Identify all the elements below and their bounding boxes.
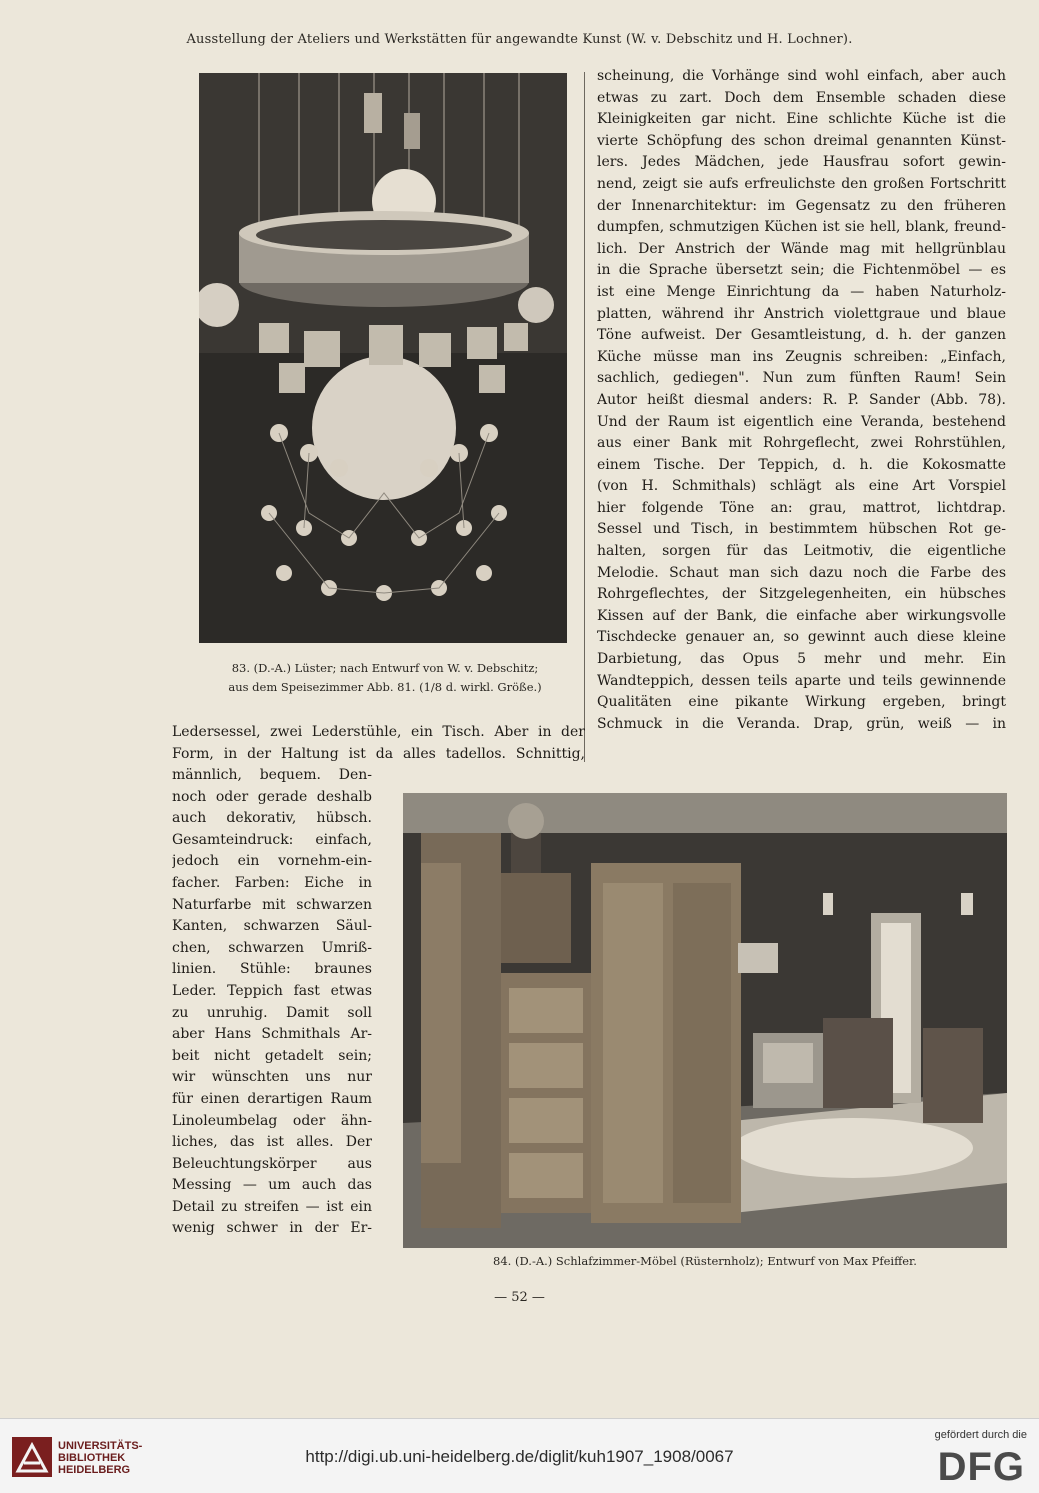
text-line: platten, während ihr Anstrich violettgraue und blaue xyxy=(597,305,1006,322)
text-line: aus einer Bank mit Rohrgeflecht, zwei Rohrstühlen, xyxy=(597,435,1006,452)
text-line: Ledersessel, zwei Lederstühle, ein Tisch. Aber in der xyxy=(172,724,585,740)
left-text-narrow xyxy=(172,765,372,1240)
text-line: lich. Der Anstrich der Wände mag mit hellgrünblau xyxy=(597,240,1006,257)
right-text-column xyxy=(597,66,1006,735)
text-line: liches, das ist alles. Der xyxy=(172,1134,372,1151)
text-line: für einen derartigen Raum xyxy=(172,1090,372,1107)
text-line: vierte Schöpfung des schon dreimal genannten Künst- xyxy=(597,132,1006,149)
caption-line: 84. (D.-A.) Schlafzimmer-Möbel (Rüsternholz); Entwurf von Max Pfeiffer. xyxy=(493,1254,917,1268)
text-line: Kissen auf der Bank, die einfache aber wirkungsvolle xyxy=(597,607,1006,624)
dfg-logo[interactable]: DFG xyxy=(937,1445,1025,1489)
figure-83-caption xyxy=(185,659,585,697)
text-line: (von H. Schmithals) schlägt als eine Art Vorspiel xyxy=(597,478,1006,495)
library-name-line: HEIDELBERG xyxy=(58,1464,131,1476)
figure-84-caption xyxy=(403,1252,1007,1271)
chandelier-photo xyxy=(199,73,567,643)
text-line: auch dekorativ, hübsch. xyxy=(172,810,372,827)
funding-note: gefördert durch die xyxy=(934,1429,1027,1441)
text-line: Leder. Teppich fast etwas xyxy=(172,982,372,999)
text-line: Form, in der Haltung ist da alles tadellos. Schnittig, xyxy=(172,745,585,762)
text-line: Gesamteindruck: einfach, xyxy=(172,831,372,848)
text-line: Rohrgeflechtes, der Sitzgelegenheiten, ein hübsches xyxy=(597,586,1006,603)
text-line: der Innenarchitektur: im Gegensatz zu den früheren xyxy=(597,197,1006,214)
text-line: jedoch ein vornehm-ein- xyxy=(172,853,372,870)
text-line: wenig schwer in der Er- xyxy=(172,1220,372,1237)
text-line: Detail zu streifen — ist ein xyxy=(172,1198,372,1215)
bedroom-illustration xyxy=(403,793,1007,1248)
text-line: ist eine Menge Einrichtung da — haben Naturholz- xyxy=(597,283,1006,300)
text-line: Wandteppich, dessen teils aparte und teils gewinnende xyxy=(597,672,1006,689)
text-line: chen, schwarzen Umriß- xyxy=(172,939,372,956)
text-line: nend, zeigt sie aufs erfreulichste den großen Fortschritt xyxy=(597,175,1006,192)
text-line: beit nicht getadelt sein; xyxy=(172,1047,372,1064)
text-line: Beleuchtungskörper aus xyxy=(172,1155,372,1172)
text-line: sachlich, gediegen". Nun zum fünften Raum! Sein xyxy=(597,370,1006,387)
text-line: facher. Farben: Eiche in xyxy=(172,874,372,891)
text-line: Kleinigkeiten gar nicht. Eine schlichte Küche ist die xyxy=(597,111,1006,128)
text-line: aber Hans Schmithals Ar- xyxy=(172,1026,372,1043)
text-line: halten, sorgen für das Leitmotiv, die eigentliche xyxy=(597,543,1006,560)
text-line: Schmuck in die Veranda. Drap, grün, weiß — in xyxy=(597,715,1006,732)
text-line: scheinung, die Vorhänge sind wohl einfach, aber auch xyxy=(597,68,1006,84)
text-line: in die Sprache übersetzt sein; die Fichtenmöbel — es xyxy=(597,262,1006,279)
text-line: einem Tische. Der Teppich, d. h. die Kokosmatte xyxy=(597,456,1006,473)
text-line: hier folgende Töne an: grau, mattrot, lichtdrap. xyxy=(597,499,1006,516)
caption-line: aus dem Speisezimmer Abb. 81. (1/8 d. wirkl. Größe.) xyxy=(228,680,542,694)
permalink-url[interactable]: http://digi.ub.uni-heidelberg.de/diglit/kuh1907_1908/0067 xyxy=(305,1447,734,1466)
text-line: Autor heißt diesmal anders: R. P. Sander (Abb. 78). xyxy=(597,391,1006,408)
library-name-line: BIBLIOTHEK xyxy=(58,1452,126,1464)
text-line: noch oder gerade deshalb xyxy=(172,788,372,805)
library-name-line: UNIVERSITÄTS- xyxy=(58,1440,143,1452)
text-line: dumpfen, schmutzigen Küchen ist sie hell, blank, freund- xyxy=(597,219,1006,236)
chandelier-illustration xyxy=(199,73,567,643)
text-line: linien. Stühle: braunes xyxy=(172,961,372,978)
text-line: Töne aufweist. Der Gesamtleistung, d. h. der ganzen xyxy=(597,327,1006,344)
text-line: Küche müsse man ins Zeugnis schreiben: „Einfach, xyxy=(597,348,1006,365)
digitization-footer xyxy=(0,1418,1039,1493)
text-line: Melodie. Schaut man sich dazu noch die Farbe des xyxy=(597,564,1006,581)
caption-line: 83. (D.-A.) Lüster; nach Entwurf von W. v. Debschitz; xyxy=(231,661,539,675)
text-line: männlich, bequem. Den- xyxy=(172,767,372,783)
column-rule xyxy=(584,72,585,762)
text-line: wir wünschten uns nur xyxy=(172,1069,372,1086)
text-line: Kanten, schwarzen Säul- xyxy=(172,918,372,935)
text-line: zu unruhig. Damit soll xyxy=(172,1004,372,1021)
text-line: Naturfarbe mit schwarzen xyxy=(172,896,372,913)
text-line: Linoleumbelag oder ähn- xyxy=(172,1112,372,1129)
text-line: Darbietung, das Opus 5 mehr und mehr. Ein xyxy=(597,651,1006,668)
text-line: Qualitäten eine pikante Wirkung ergeben, bringt xyxy=(597,694,1006,711)
text-line: etwas zu zart. Doch dem Ensemble schaden diese xyxy=(597,89,1006,106)
text-line: Tischdecke genauer an, so gewinnt auch diese kleine xyxy=(597,629,1006,646)
text-line: Messing — um auch das xyxy=(172,1177,372,1194)
bedroom-furniture-photo xyxy=(403,793,1007,1248)
running-head: Ausstellung der Ateliers und Werkstätten für angewandte Kunst (W. v. Debschitz und H. Lochner). xyxy=(186,32,853,47)
text-line: Sessel und Tisch, in bestimmtem hübschen Rot ge- xyxy=(597,521,1006,538)
left-text-wide xyxy=(172,722,585,765)
page-number: — 52 — xyxy=(494,1290,545,1305)
text-line: Und der Raum ist eigentlich eine Veranda, bestehend xyxy=(597,413,1006,430)
text-line: lers. Jedes Mädchen, jede Hausfrau sofort gewin- xyxy=(597,154,1006,171)
